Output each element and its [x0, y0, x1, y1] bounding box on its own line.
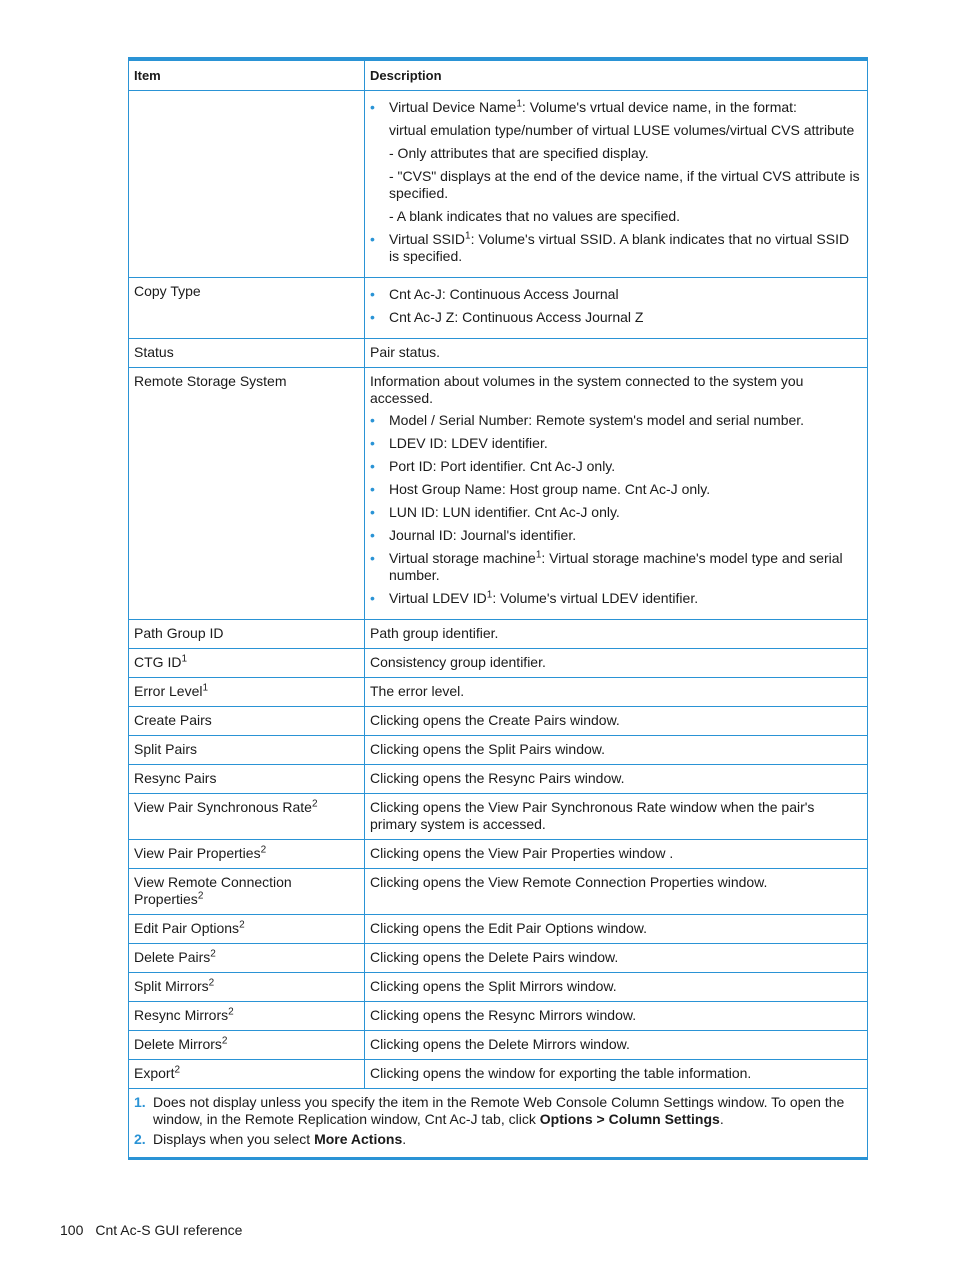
item-cell: Delete Pairs$^2$ — [129, 944, 365, 973]
item-cell: Copy Type — [129, 278, 365, 339]
header-item: Item — [129, 59, 365, 91]
description-cell: Consistency group identifier. — [365, 649, 868, 678]
table-row — [129, 1031, 868, 1060]
table-row — [129, 678, 868, 707]
list-item: • LUN ID: LUN identifier. Cnt Ac-J only. — [370, 504, 862, 521]
item-cell: Create Pairs — [129, 707, 365, 736]
description-cell: Pair status. — [365, 339, 868, 368]
item-cell: Status — [129, 339, 365, 368]
item-cell: Error Level$^1$ — [129, 678, 365, 707]
table-row — [129, 973, 868, 1002]
page-number: 100 — [60, 1222, 84, 1238]
table-row — [129, 91, 868, 278]
bullet-list — [370, 286, 862, 326]
format-line: virtual emulation type/number of virtual LUSE volumes/virtual CVS attribute — [389, 122, 855, 138]
table-row — [129, 840, 868, 869]
format-note: - "CVS" displays at the end of the device name, if the virtual CVS attribute is specified. — [389, 168, 860, 201]
item-cell: Delete Mirrors$^2$ — [129, 1031, 365, 1060]
list-item: • Cnt Ac-J Z: Continuous Access Journal Z — [370, 309, 862, 326]
description-cell: Clicking opens the Split Pairs window. — [365, 736, 868, 765]
table-row — [129, 707, 868, 736]
list-item: • Virtual Device Name$^1$: Volume's vrtual device name, in the format: — [370, 99, 862, 116]
description-cell: Clicking opens the View Pair Synchronous Rate window when the pair's primary system is accessed. — [365, 794, 868, 840]
description-cell — [365, 91, 868, 278]
list-item: • Port ID: Port identifier. Cnt Ac-J only. — [370, 458, 862, 475]
list-item: • Virtual LDEV $ID^1$: Volume's virtual LDEV identifier. — [370, 590, 862, 607]
list-item: • Virtual SSID$^1$: Volume's virtual SSID. A blank indicates that no virtual SSID is specified. — [370, 231, 862, 265]
table-row — [129, 944, 868, 973]
item-cell: View Pair Properties$^2$ — [129, 840, 365, 869]
description-cell: Path group identifier. — [365, 620, 868, 649]
description-intro: Information about volumes in the system connected to the system you accessed. — [370, 373, 804, 406]
page-footer — [60, 1222, 242, 1238]
table-header-row — [129, 59, 868, 91]
description-cell: Clicking opens the Resync Pairs window. — [365, 765, 868, 794]
item-cell: Remote Storage System — [129, 368, 365, 620]
description-cell: Clicking opens the View Pair Properties window . — [365, 840, 868, 869]
table-row — [129, 736, 868, 765]
list-item: • Model / Serial Number: Remote system's model and serial number. — [370, 412, 862, 429]
table-notes — [129, 1089, 868, 1159]
item-cell — [129, 91, 365, 278]
table-row — [129, 765, 868, 794]
list-item: • Cnt Ac-J: Continuous Access Journal — [370, 286, 862, 303]
item-cell: Resync Mirrors$^2$ — [129, 1002, 365, 1031]
header-description: Description — [365, 59, 868, 91]
footer-title: Cnt Ac-S GUI reference — [95, 1222, 243, 1238]
item-cell: Export$^2$ — [129, 1060, 365, 1089]
table-row — [129, 794, 868, 840]
description-cell: Clicking opens the Create Pairs window. — [365, 707, 868, 736]
table-row — [129, 915, 868, 944]
item-cell: Split Pairs — [129, 736, 365, 765]
list-item: • Journal ID: Journal's identifier. — [370, 527, 862, 544]
table-notes-row — [129, 1089, 868, 1159]
list-item: • LDEV ID: LDEV identifier. — [370, 435, 862, 452]
list-item: • Virtual storage machine$^1$: Virtual storage machine's model type and serial number. — [370, 550, 862, 584]
description-cell: Clicking opens the Split Mirrors window. — [365, 973, 868, 1002]
description-cell — [365, 278, 868, 339]
description-cell: The error level. — [365, 678, 868, 707]
format-note: - Only attributes that are specified display. — [389, 145, 649, 161]
table-row — [129, 1002, 868, 1031]
format-note: - A blank indicates that no values are specified. — [389, 208, 681, 224]
table-row — [129, 368, 868, 620]
list-item: • Host Group Name: Host group name. Cnt Ac-J only. — [370, 481, 862, 498]
footnote-list — [134, 1094, 862, 1148]
table-row — [129, 1060, 868, 1089]
footnote-1: 1. Does not display unless you specify the item in the Remote Web Console Column Settings window. To open the window, in the Remote Replication window, Cnt Ac-J tab, click Options > Column Settings. — [134, 1094, 845, 1127]
bullet-list — [370, 231, 862, 265]
description-cell: Clicking opens the Delete Pairs window. — [365, 944, 868, 973]
table-row — [129, 278, 868, 339]
description-cell: Clicking opens the View Remote Connection Properties window. — [365, 869, 868, 915]
bullet-list — [370, 412, 862, 607]
reference-table — [128, 57, 868, 1160]
description-cell: Clicking opens the Delete Mirrors window. — [365, 1031, 868, 1060]
bullet-list — [370, 99, 862, 116]
table-row — [129, 339, 868, 368]
item-cell: View Remote Connection Properties$^2$ — [129, 869, 365, 915]
description-cell: Clicking opens the Edit Pair Options window. — [365, 915, 868, 944]
footnote-2: 2. Displays when you select More Actions. — [134, 1131, 407, 1147]
description-cell: Clicking opens the window for exporting the table information. — [365, 1060, 868, 1089]
table-row — [129, 869, 868, 915]
item-cell: Resync Pairs — [129, 765, 365, 794]
item-cell: Edit Pair Options$^2$ — [129, 915, 365, 944]
description-cell — [365, 368, 868, 620]
description-cell: Clicking opens the Resync Mirrors window. — [365, 1002, 868, 1031]
table-row — [129, 620, 868, 649]
item-cell: View Pair Synchronous Rate$^2$ — [129, 794, 365, 840]
table-row — [129, 649, 868, 678]
item-cell: CTG $ID^1$ — [129, 649, 365, 678]
item-cell: Split Mirrors$^2$ — [129, 973, 365, 1002]
item-cell: Path Group ID — [129, 620, 365, 649]
